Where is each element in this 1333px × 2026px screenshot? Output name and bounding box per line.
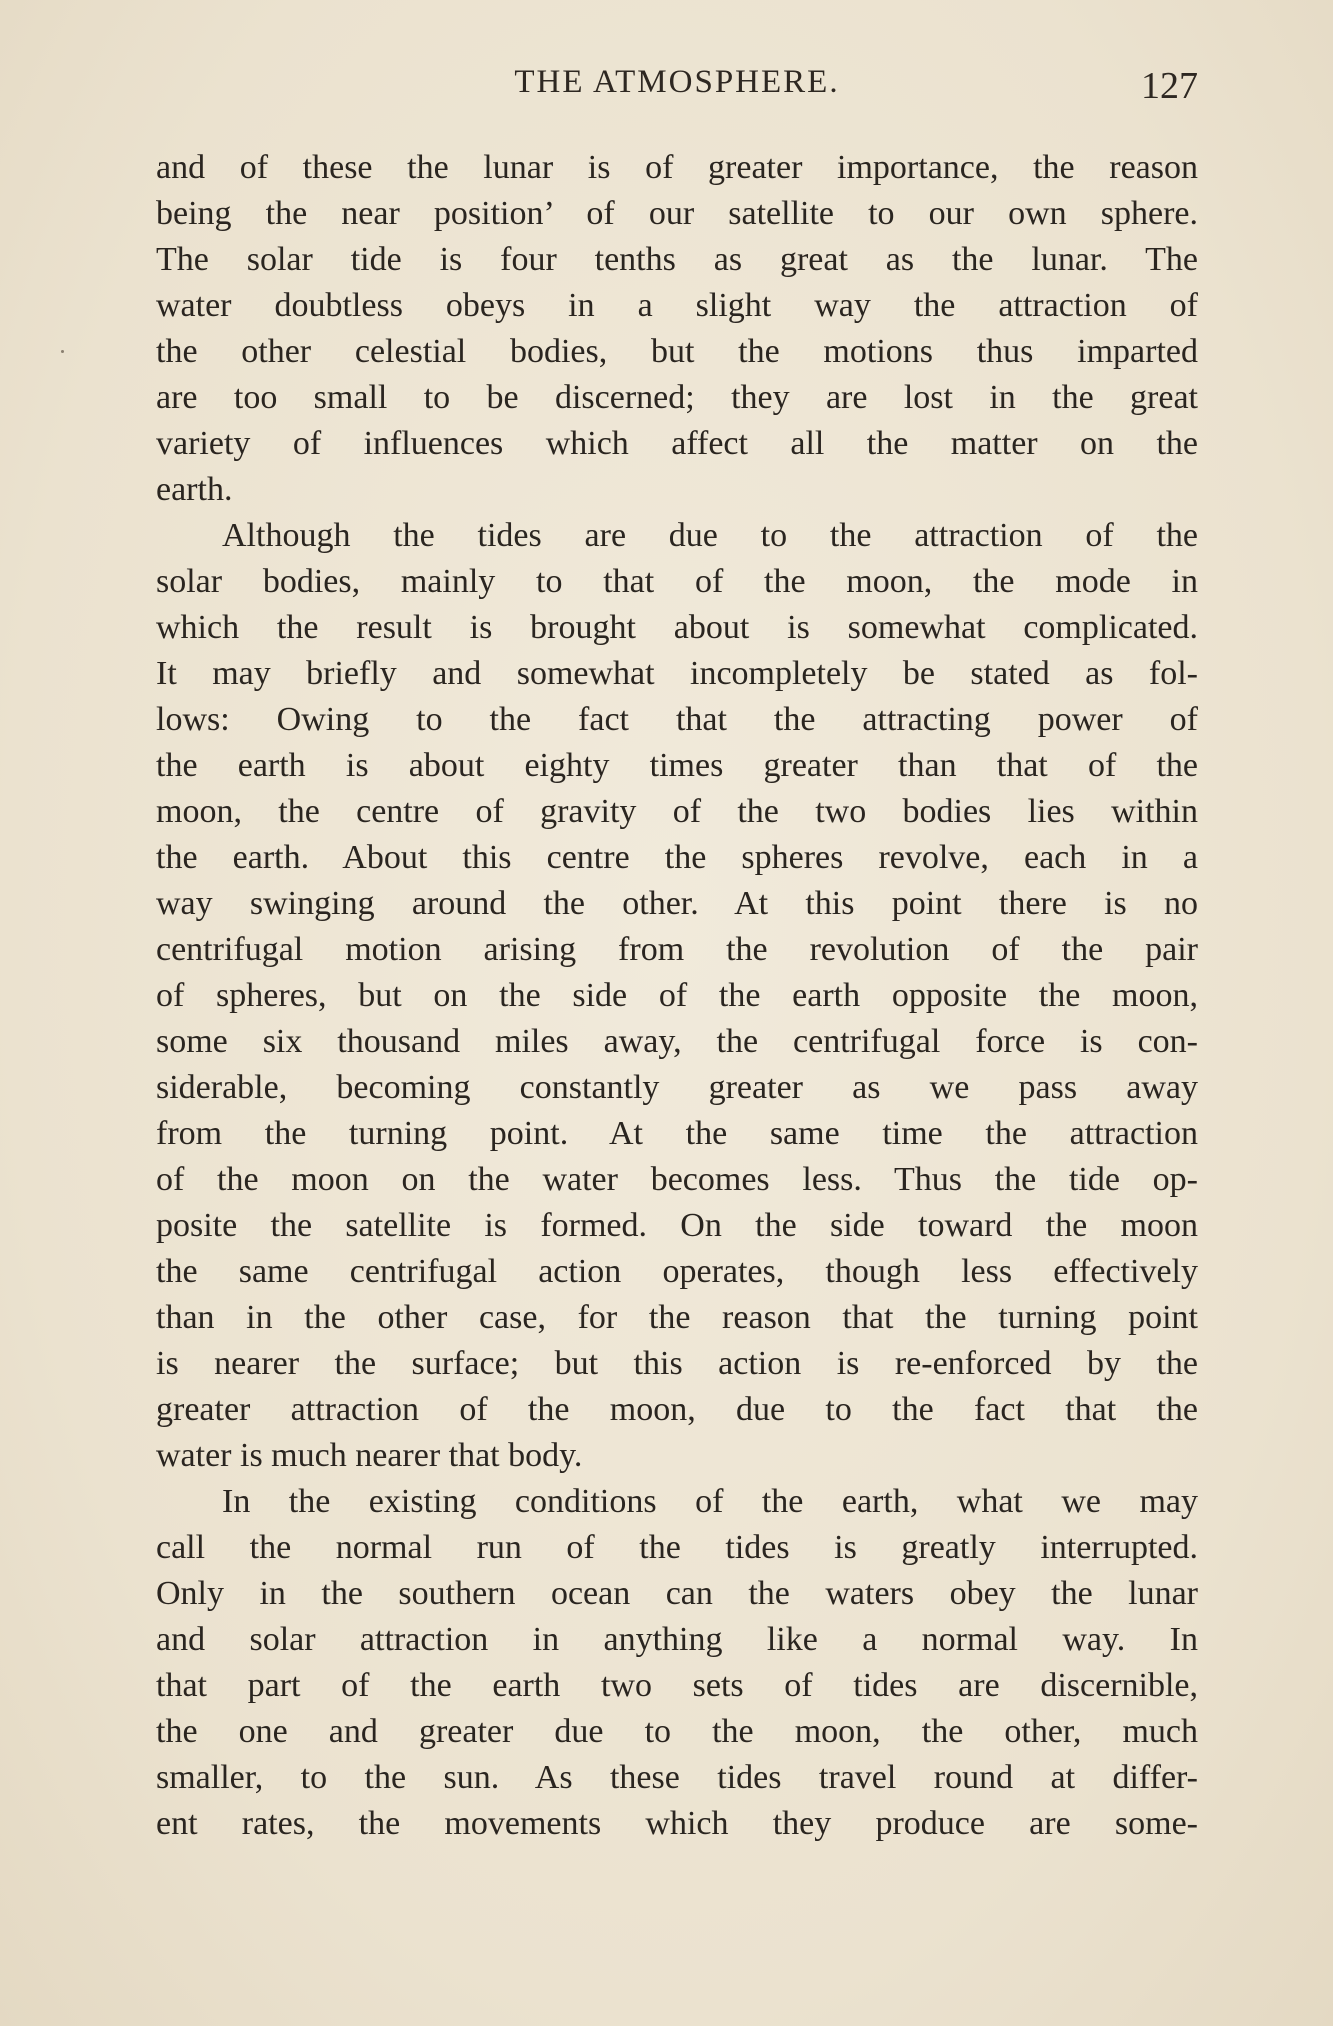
paragraph-1 bbox=[156, 145, 1198, 513]
text-line: variety of influences which affect all the matter on the bbox=[156, 425, 1198, 462]
text-line: earth. bbox=[156, 471, 233, 508]
paragraph-3 bbox=[156, 1479, 1198, 1847]
margin-speck bbox=[61, 350, 64, 353]
text-line: solar bodies, mainly to that of the moon, the mode in bbox=[156, 563, 1198, 600]
text-line: greater attraction of the moon, due to the fact that the bbox=[156, 1391, 1198, 1428]
text-line: call the normal run of the tides is greatly interrupted. bbox=[156, 1529, 1198, 1566]
text-line: from the turning point. At the same time the attraction bbox=[156, 1115, 1198, 1152]
text-line: centrifugal motion arising from the revolution of the pair bbox=[156, 931, 1198, 968]
text-line: water doubtless obeys in a slight way the attraction of bbox=[156, 287, 1198, 324]
text-line: the earth. About this centre the spheres revolve, each in a bbox=[156, 839, 1198, 876]
text-line: way swinging around the other. At this point there is no bbox=[156, 885, 1198, 922]
text-line: water is much nearer that body. bbox=[156, 1437, 583, 1474]
text-line: ent rates, the movements which they produce are some- bbox=[156, 1805, 1198, 1842]
text-line: being the near position’ of our satellite to our own sphere. bbox=[156, 195, 1198, 232]
text-line: the other celestial bodies, but the motions thus imparted bbox=[156, 333, 1198, 370]
running-head bbox=[156, 60, 1198, 110]
text-line: It may briefly and somewhat incompletely be stated as fol- bbox=[156, 655, 1198, 692]
text-line: of the moon on the water becomes less. Thus the tide op- bbox=[156, 1161, 1198, 1198]
text-line: posite the satellite is formed. On the side toward the moon bbox=[156, 1207, 1198, 1244]
text-line: siderable, becoming constantly greater as we pass away bbox=[156, 1069, 1198, 1106]
text-line: Although the tides are due to the attraction of the bbox=[222, 517, 1198, 554]
text-line: lows: Owing to the fact that the attracting power of bbox=[156, 701, 1198, 738]
page-number: 127 bbox=[1141, 65, 1198, 107]
text-line: smaller, to the sun. As these tides travel round at differ- bbox=[156, 1759, 1198, 1796]
text-line: of spheres, but on the side of the earth opposite the moon, bbox=[156, 977, 1198, 1014]
text-line: are too small to be discerned; they are lost in the great bbox=[156, 379, 1198, 416]
text-line: moon, the centre of gravity of the two bodies lies within bbox=[156, 793, 1198, 830]
paragraph-2 bbox=[156, 513, 1198, 1479]
body-text bbox=[156, 145, 1198, 1847]
text-line: the earth is about eighty times greater than that of the bbox=[156, 747, 1198, 784]
text-line: In the existing conditions of the earth, what we may bbox=[222, 1483, 1198, 1520]
text-line: the one and greater due to the moon, the other, much bbox=[156, 1713, 1198, 1750]
text-line: the same centrifugal action operates, though less effectively bbox=[156, 1253, 1198, 1290]
text-line: Only in the southern ocean can the waters obey the lunar bbox=[156, 1575, 1198, 1612]
text-line: which the result is brought about is somewhat complicated. bbox=[156, 609, 1198, 646]
text-line: The solar tide is four tenths as great as the lunar. The bbox=[156, 241, 1198, 278]
text-line: some six thousand miles away, the centrifugal force is con- bbox=[156, 1023, 1198, 1060]
text-line: that part of the earth two sets of tides are discernible, bbox=[156, 1667, 1198, 1704]
text-line: than in the other case, for the reason that the turning point bbox=[156, 1299, 1198, 1336]
text-line: is nearer the surface; but this action is re-enforced by the bbox=[156, 1345, 1198, 1382]
text-line: and of these the lunar is of greater importance, the reason bbox=[156, 149, 1198, 186]
text-line: and solar attraction in anything like a normal way. In bbox=[156, 1621, 1198, 1658]
chapter-title: THE ATMOSPHERE. bbox=[514, 64, 840, 100]
